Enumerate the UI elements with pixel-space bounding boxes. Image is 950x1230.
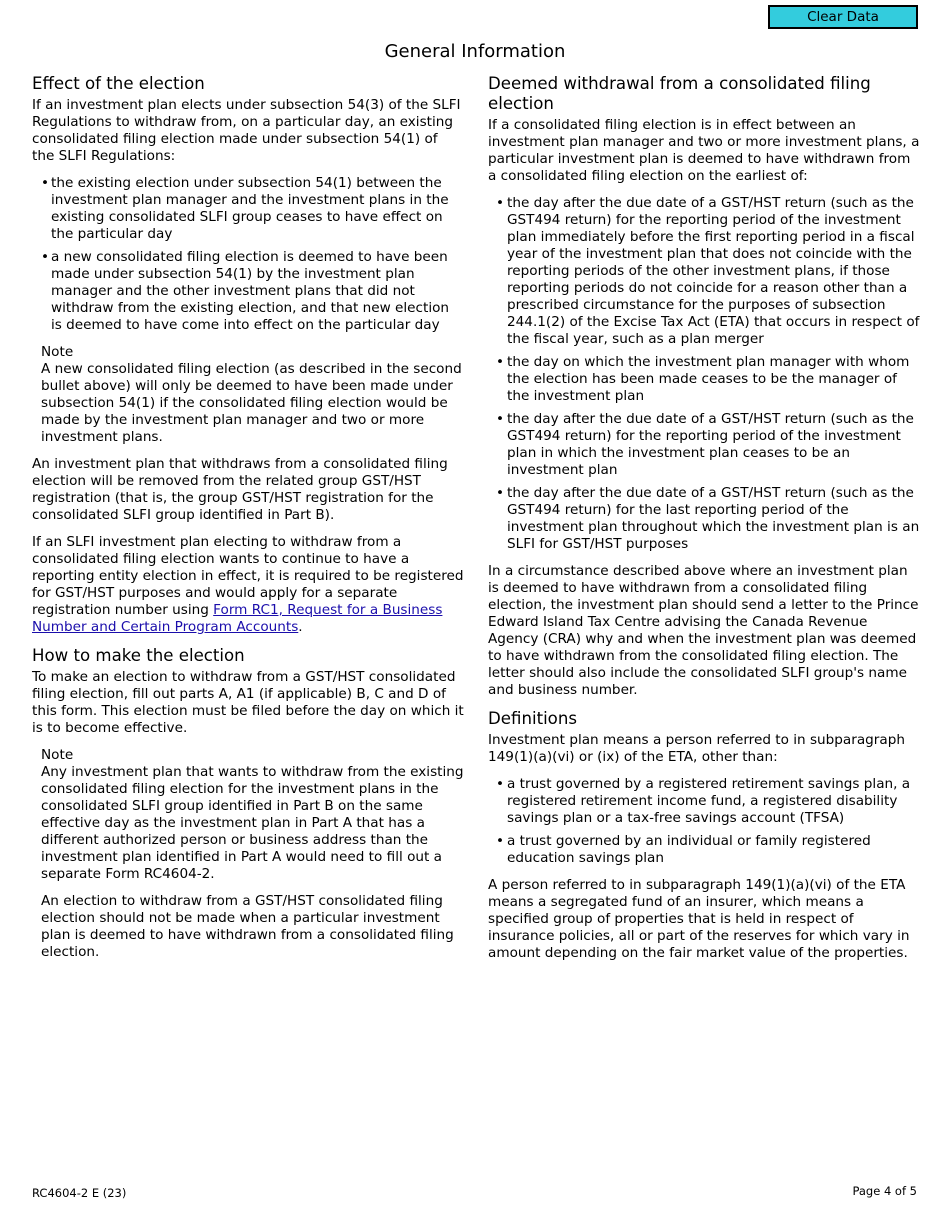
effect-intro: If an investment plan elects under subsection 54(3) of the SLFI Regulations to withdraw from, on a particular day, an existing consolidated filing election made under subsection 54(1) of the SLFI Regulations: bbox=[32, 97, 461, 164]
registration-text: If an SLFI investment plan electing to withdraw from a consolidated filing election wants to continue to have a reporting entity election in effect, it is required to be registered for GST/HST purposes and would apply for a separate registration number using bbox=[32, 534, 464, 618]
note-text: An election to withdraw from a GST/HST consolidated filing election should not be made when a particular investment plan is deemed to have withdrawn from a consolidated filing election. bbox=[41, 893, 454, 960]
definitions-paragraph: A person referred to in subparagraph 149(1)(a)(vi) of the ETA means a segregated fund of an insurer, which means a specified group of properties that is held in respect of insurance policies, all or part of the reserves for which vary in amount depending on the fair market value of the properties. bbox=[488, 877, 910, 961]
clear-data-button[interactable]: Clear Data bbox=[768, 5, 918, 29]
deemed-intro: If a consolidated filing election is in effect between an investment plan manager and two or more investment plans, a particular investment plan is deemed to have withdrawn from a consolidated filing election on the earliest of: bbox=[488, 117, 920, 184]
list-item-text: a trust governed by an individual or family registered education savings plan bbox=[507, 833, 871, 866]
definitions-bullet-list bbox=[488, 776, 920, 867]
effect-bullet-list bbox=[32, 175, 464, 334]
list-item-text: the day after the due date of a GST/HST return (such as the GST494 return) for the reporting period of the investment plan in which the investment plan ceases to be an investment plan bbox=[507, 411, 914, 478]
note-text: A new consolidated filing election (as described in the second bullet above) will only be deemed to have been made under subsection 54(1) if the consolidated filing election would be made by the investment plan manager and two or more investment plans. bbox=[41, 361, 462, 445]
bullet-icon: • bbox=[496, 354, 505, 370]
list-item-text: a trust governed by a registered retirement savings plan, a registered retirement income fund, a registered disability savings plan or a tax-free savings account (TFSA) bbox=[507, 776, 911, 826]
effect-note bbox=[41, 344, 464, 446]
list-item-text: the existing election under subsection 54(1) between the investment plan manager and the investment plans in the existing consolidated SLFI group ceases to have effect on the particular day bbox=[51, 175, 449, 242]
how-heading: How to make the election bbox=[32, 646, 245, 665]
list-item bbox=[488, 195, 920, 348]
effect-paragraph-registration bbox=[32, 534, 464, 636]
form-rc1-link[interactable]: Form RC1, Request for a Business Number and Certain Program Accounts bbox=[32, 602, 443, 635]
bullet-icon: • bbox=[496, 195, 505, 211]
page-title: General Information bbox=[384, 41, 566, 62]
definitions-intro: Investment plan means a person referred to in subparagraph 149(1)(a)(vi) or (ix) of the ETA, other than: bbox=[488, 732, 905, 765]
effect-paragraph-removal: An investment plan that withdraws from a consolidated filing election will be removed from the related group GST/HST registration (that is, the group GST/HST registration for the consolidated SLFI group identified in Part B). bbox=[32, 456, 448, 523]
list-item bbox=[488, 833, 920, 867]
bullet-icon: • bbox=[496, 776, 505, 792]
list-item-text: a new consolidated filing election is deemed to have been made under subsection 54(1) by the investment plan manager and the other investment plans that did not withdraw from the existing election, and that new election is deemed to have come into effect on the particular day bbox=[51, 249, 450, 333]
bullet-icon: • bbox=[41, 175, 50, 191]
form-identifier: RC4604-2 E (23) bbox=[32, 1186, 127, 1200]
how-note bbox=[41, 747, 464, 961]
deemed-paragraph: In a circumstance described above where an investment plan is deemed to have withdrawn from a consolidated filing election, the investment plan should send a letter to the Prince Edward Island Tax Centre advising the Canada Revenue Agency (CRA) why and when the investment plan was deemed to have withdrawn from the consolidated filing election. The letter should also include the consolidated SLFI group's name and business number. bbox=[488, 563, 919, 698]
list-item-text: the day after the due date of a GST/HST return (such as the GST494 return) for the last reporting period of the investment plan throughout which the investment plan is an SLFI for GST/HST purposes bbox=[507, 485, 920, 552]
page-number: Page 4 of 5 bbox=[852, 1184, 917, 1198]
right-column bbox=[488, 74, 920, 972]
bullet-icon: • bbox=[496, 833, 505, 849]
list-item bbox=[32, 175, 464, 243]
deemed-heading: Deemed withdrawal from a consolidated filing election bbox=[488, 74, 871, 113]
how-intro: To make an election to withdraw from a GST/HST consolidated filing election, fill out parts A, A1 (if applicable) B, C and D of this form. This election must be filed before the day on which it is to become effective. bbox=[32, 669, 464, 736]
list-item bbox=[488, 776, 920, 827]
left-column bbox=[32, 74, 464, 971]
note-label: Note bbox=[41, 747, 74, 763]
note-label: Note bbox=[41, 344, 74, 360]
list-item bbox=[488, 354, 920, 405]
bullet-icon: • bbox=[496, 485, 505, 501]
registration-text-end: . bbox=[298, 619, 303, 635]
bullet-icon: • bbox=[496, 411, 505, 427]
bullet-icon: • bbox=[41, 249, 50, 265]
effect-heading: Effect of the election bbox=[32, 74, 205, 93]
list-item bbox=[488, 411, 920, 479]
list-item-text: the day on which the investment plan manager with whom the election has been made ceases to be the manager of the investment plan bbox=[507, 354, 910, 404]
list-item-text: the day after the due date of a GST/HST return (such as the GST494 return) for the reporting period of the investment plan immediately before the first reporting period in a fiscal year of the investment plan that does not coincide with the reporting periods of the other investment plans, if those reporting periods do not coincide for a reason other than a prescribed circumstance for the purposes of subsection 244.1(2) of the Excise Tax Act (ETA) that occurs in respect of the fiscal year, such as a plan merger bbox=[507, 195, 920, 347]
deemed-bullet-list bbox=[488, 195, 920, 553]
list-item bbox=[488, 485, 920, 553]
list-item bbox=[32, 249, 464, 334]
note-text: Any investment plan that wants to withdraw from the existing consolidated filing election for the investment plans in the consolidated SLFI group identified in Part B on the same effective day as the investment plan in Part A that has a different authorized person or business address than the investment plan identified in Part A would need to fill out a separate Form RC4604-2. bbox=[41, 764, 464, 882]
definitions-heading: Definitions bbox=[488, 709, 577, 728]
